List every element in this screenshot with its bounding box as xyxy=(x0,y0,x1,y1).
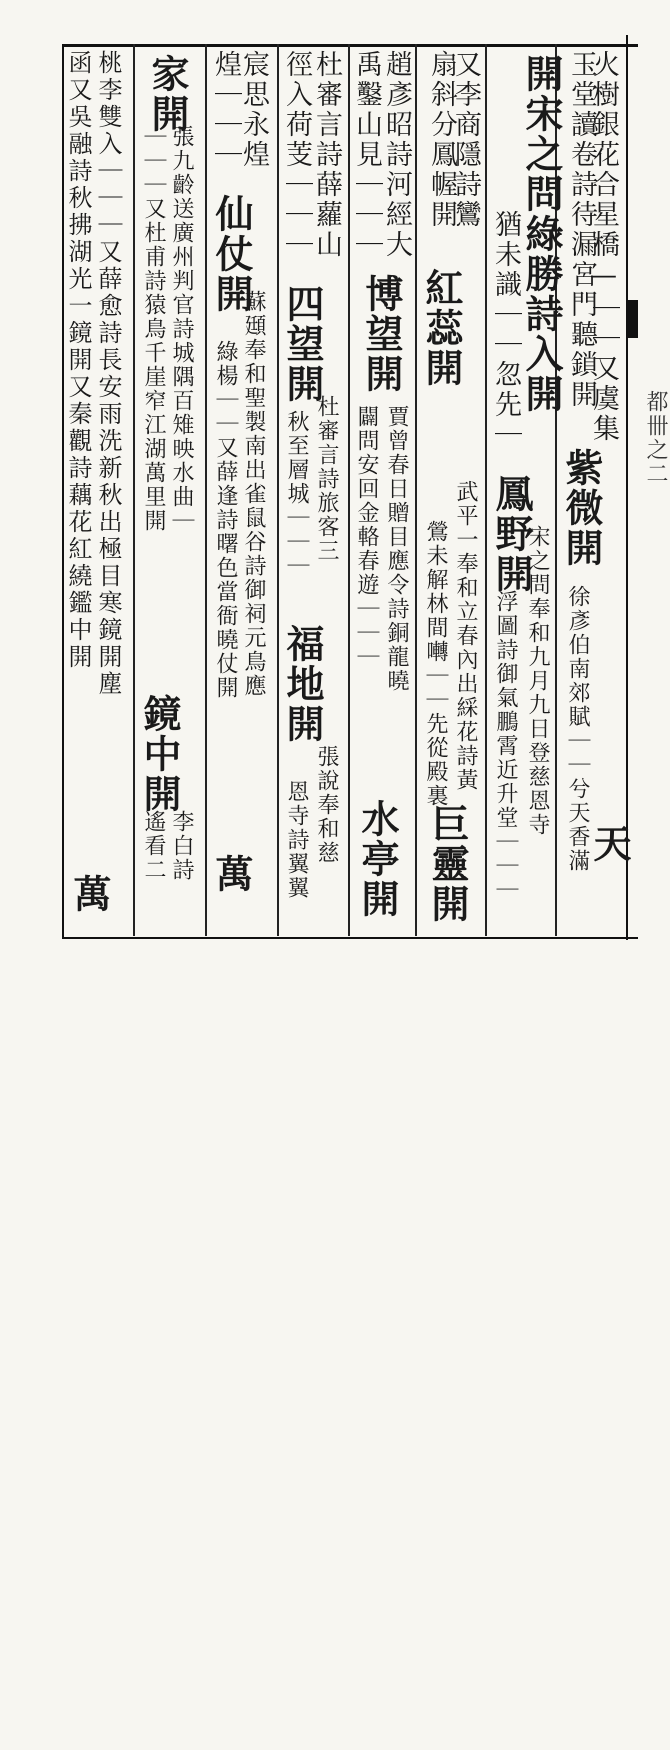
text-column: 開宋之問綠勝詩入開 xyxy=(519,54,564,414)
entry-heading: 紫微開 xyxy=(559,448,604,568)
text-column: 禹鑿山見｜｜｜ xyxy=(351,50,382,260)
text-column: 宸思永煌 xyxy=(238,50,269,170)
text-column: 浮圖詩御氣鵬霄近升堂｜｜｜ xyxy=(493,590,518,902)
entry-heading: 鏡中開 xyxy=(137,694,182,814)
text-column: 綠楊｜｜又薛逢詩曙色當衙曉仗開 xyxy=(213,340,238,700)
column-rule xyxy=(415,44,417,936)
text-column xyxy=(355,795,400,1675)
text-column: 闢問安回金輅春遊｜｜｜ xyxy=(354,405,379,669)
text-column: 函又吳融詩秋拂湖光一鏡開又秦觀詩藕花紅繞鑑中開 xyxy=(64,50,92,671)
text-column xyxy=(587,820,632,1700)
entry-heading: 天 xyxy=(587,824,632,864)
entry-heading: 福地開 xyxy=(280,624,325,744)
text-column: 煌｜｜｜ xyxy=(210,50,241,170)
text-column: 宋之問奉和九月九日登慈恩寺 xyxy=(525,525,550,837)
fish-tail-mark xyxy=(628,300,638,338)
edge-label: 都卌之二 xyxy=(643,390,668,486)
text-column: 張說奉和慈 xyxy=(314,745,339,865)
text-column: 秋至層城｜｜｜ xyxy=(284,410,309,578)
text-column xyxy=(209,850,254,1730)
text-column: 徐彥伯南郊賦｜｜兮天香滿 xyxy=(565,585,590,873)
text-column: 鶯未解林間囀｜｜先從殿裏 xyxy=(423,520,448,808)
column-rule xyxy=(348,44,350,936)
text-column: 恩寺詩翼翼 xyxy=(284,780,309,900)
text-column: 桃李雙入｜｜｜又薛愈詩長安雨洗新秋出極目寒鏡開塵 xyxy=(94,50,122,698)
entry-heading: 四望開 xyxy=(280,284,325,404)
text-column xyxy=(425,800,470,1680)
text-column: 遙看二 xyxy=(141,810,166,882)
text-column: 徑入荷芰｜｜｜ xyxy=(281,50,312,260)
entry-heading: 仙仗開 xyxy=(209,194,254,314)
column-rule xyxy=(485,44,487,936)
text-column: 杜審言詩薛蘿山 xyxy=(311,50,342,260)
entry-heading: 鳳野開 xyxy=(489,474,534,594)
page-edge xyxy=(626,35,642,940)
text-column: ｜｜｜又杜甫詩猿鳥千崖窄江湖萬里開 xyxy=(141,125,166,533)
text-column: 武平一奉和立春內出綵花詩黃 xyxy=(453,480,478,792)
column-rule xyxy=(205,44,207,936)
entry-heading: 水亭開 xyxy=(355,799,400,919)
text-column: 玉堂讀卷詩待漏宮門聽鎖開 紫微開 xyxy=(559,50,604,568)
entry-heading: 萬 xyxy=(209,854,254,894)
entry-heading: 紅蕊開 xyxy=(419,268,464,388)
column-rule xyxy=(133,44,135,936)
column-rule xyxy=(277,44,279,936)
text-column: 趙彥昭詩河經大 xyxy=(381,50,412,260)
text-column: 扇斜分鳳幄開 紅蕊開 xyxy=(419,50,464,388)
text-column: 火樹銀花合星橋—｜｜又虞集 xyxy=(588,50,619,444)
entry-heading: 家開 xyxy=(145,54,190,134)
entry-heading: 博望開 xyxy=(359,274,404,394)
text-column: 李白詩 xyxy=(169,810,194,882)
entry-heading: 萬 xyxy=(67,874,112,914)
text-column: 賈曾春日贈目應令詩銅龍曉 xyxy=(384,405,409,693)
text-column: 蘇頲奉和聖製南出雀鼠谷詩御祠元鳥應 xyxy=(241,290,266,698)
text-column: 猶未識｜｜忽先｜ xyxy=(490,210,521,450)
entry-heading: 巨靈開 xyxy=(425,804,470,924)
text-column: 杜審言詩旅客三 xyxy=(314,395,339,563)
text-column: 張九齡送廣州判官詩城隅百雉映水曲｜ xyxy=(169,125,194,533)
text-column xyxy=(67,870,112,1750)
text-column: 又李商隱詩鸞 xyxy=(450,50,481,230)
